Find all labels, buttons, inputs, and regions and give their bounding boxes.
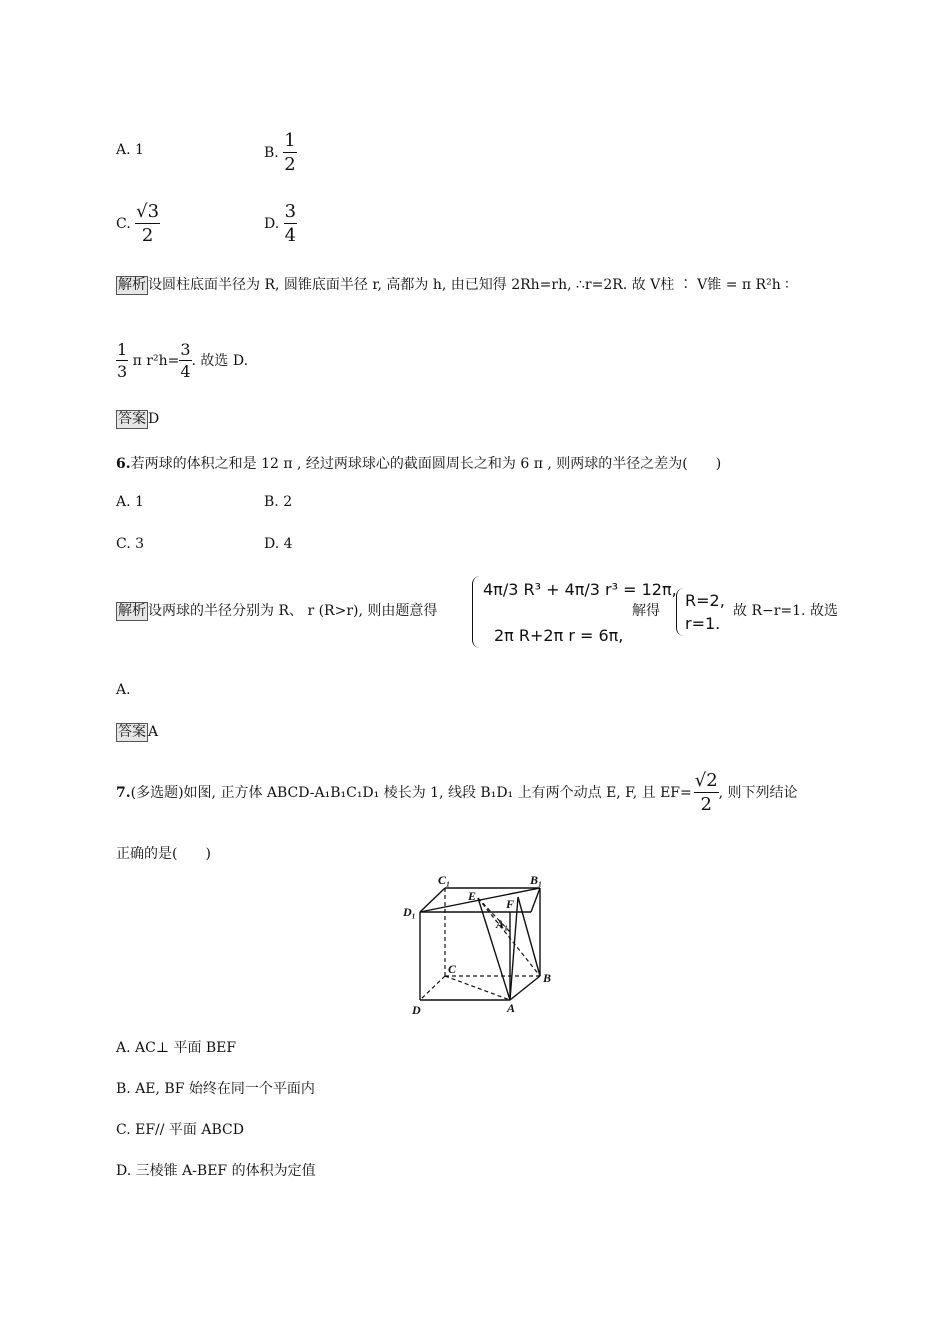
q6-equation-1: 4π/3 R³ + 4π/3 r³ = 12π, (483, 580, 677, 599)
q6-stem: 6.若两球的体积之和是 12 π , 经过两球球心的截面圆周长之和为 6 π , 则两球的半径之差为( ) (116, 456, 722, 472)
q5-option-d: D. $\frac{3}{4}$ (264, 201, 297, 246)
label-b: B (543, 971, 552, 985)
q6-answer: 答案 A (118, 724, 159, 740)
q7-option-c: C. EF// 平面 ABCD (116, 1122, 244, 1138)
q6-solution-1: R=2, (685, 591, 725, 610)
q5-analysis: 解析 设圆柱底面半径为 R, 圆锥底面半径 r, 高都为 h, 由已知得 2Rh=rh, ∴r=2R. 故 V柱 ∶ V锥 = π R²h ∶ (118, 277, 789, 293)
label-e: E (468, 889, 477, 903)
q6-option-b: B. 2 (264, 494, 293, 510)
q7-option-b: B. AE, BF 始终在同一个平面内 (116, 1081, 315, 1097)
q6-option-a: A. 1 (116, 494, 144, 510)
q5-answer: 答案 D (118, 411, 160, 427)
q6-solution-2: r=1. (685, 614, 721, 633)
solution-brace (676, 588, 685, 636)
label-b1: B₁ (530, 873, 543, 887)
cube-figure (400, 872, 560, 1020)
q6-equation-2: 2π R+2π r = 6π, (494, 626, 624, 645)
answer-tag: 答案 (118, 411, 146, 427)
q5-option-b: B. $\frac{1}{2}$ (264, 130, 296, 175)
label-d1: D₁ (403, 905, 416, 919)
q5-option-c: C. $\frac{√3}{2}$ (116, 201, 160, 246)
equation-brace (472, 576, 481, 648)
q7-stem-line-2: 正确的是( ) (116, 846, 211, 862)
q6-tail-2: A. (116, 682, 131, 698)
label-a1: A₁ (496, 917, 509, 931)
q6-tail: 故 R−r=1. 故选 (733, 603, 838, 619)
label-f: F (506, 897, 515, 911)
label-a: A (507, 1001, 516, 1015)
q6-option-d: D. 4 (264, 536, 293, 552)
q6-analysis: 解析 设两球的半径分别为 R、 r (R>r), 则由题意得 (118, 603, 438, 619)
q5-analysis-cont: $\frac{1}{3}$ π r²h= $\frac{3}{4}$ . 故选 D. (117, 340, 249, 381)
q6-solve-label: 解得 (632, 603, 660, 619)
q5-option-a: A. 1 (116, 142, 144, 158)
q6-option-c: C. 3 (116, 536, 145, 552)
label-c: C (448, 962, 457, 976)
label-c1: C₁ (438, 873, 451, 887)
analysis-tag: 解析 (118, 603, 146, 619)
q7-stem: 7.(多选题)如图, 正方体 ABCD-A₁B₁C₁D₁ 棱长为 1, 线段 B₁D₁ 上有两个动点 E, F, 且 EF= $\frac{√2}{2}$ , 则下列结论 (116, 770, 798, 815)
analysis-tag: 解析 (118, 277, 146, 293)
q7-option-d: D. 三棱锥 A-BEF 的体积为定值 (116, 1163, 316, 1179)
q7-option-a: A. AC⊥ 平面 BEF (116, 1040, 237, 1056)
answer-tag: 答案 (118, 724, 146, 740)
label-d: D (412, 1003, 421, 1017)
